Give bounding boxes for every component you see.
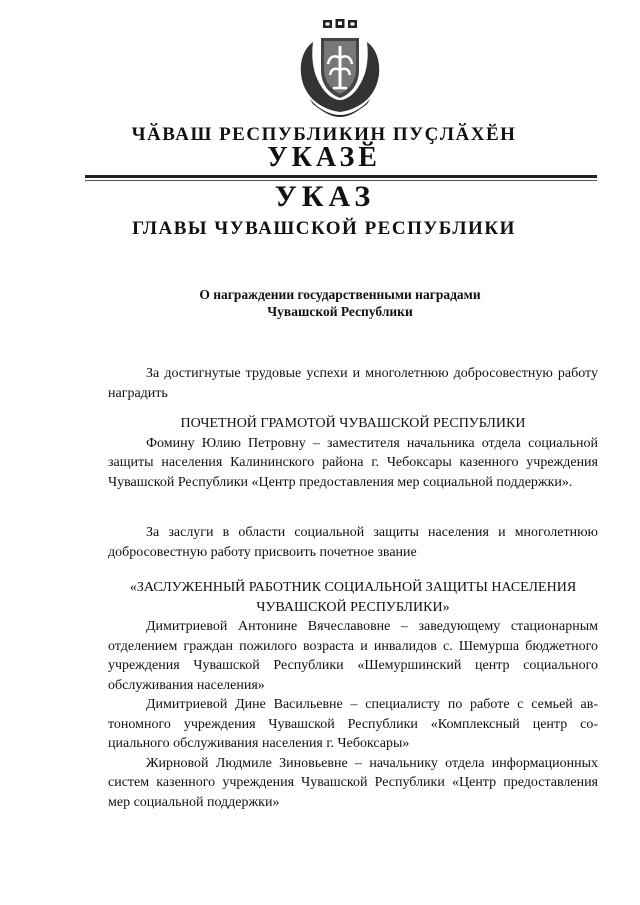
document-title-line2: Чувашской Республики: [267, 304, 413, 319]
header-russian-line2: ГЛАВЫ ЧУВАШСКОЙ РЕСПУБЛИКИ: [132, 218, 516, 239]
title-intro-paragraph: За заслуги в области социальной защиты населения и многолетнюю добросовестную работу присвоить почетное звание: [108, 525, 598, 560]
header-chuvash-line1: ЧӐВАШ РЕСПУБЛИКИН ПУҪЛӐХӖН: [131, 124, 517, 145]
section-title-intro: [108, 523, 598, 562]
section-award-intro: [108, 364, 598, 403]
section-honorary-title: [108, 578, 598, 812]
document-title-line1: О награждении государственными наградами: [199, 287, 481, 302]
award-intro-paragraph: За достигнутые трудовые успехи и многолетнюю добросовестную работу наградить: [108, 366, 598, 401]
gramota-recipient-1: Фомину Юлию Петровну – заместителя начальника отдела социальной защиты населения Калининского района г. Чебоксары казенного учреждения Чувашской Республики «Центр предоставления мер социальной поддержки».: [108, 435, 598, 490]
honorary-recipient-2: Димитриевой Дине Васильевне – специалисту по работе с семьей автономного учреждения Чувашской Республики «Комплексный центр социального обслуживания населения г. Чебоксары»: [108, 697, 598, 751]
section-gramota: [108, 414, 598, 492]
honorary-recipient-1: Димитриевой Антонине Вячеславовне – заведующему стационарным отделением граждан пожилого возраста и инвалидов с. Шемурша бюджетного учреждения Чувашской Республики «Шемуршинский центр социального обслуживания населения»: [108, 619, 598, 693]
honorary-recipient-3: Жирновой Людмиле Зиновьевне – начальнику отдела информационных систем казенного учреждения Чувашской Республики «Центр предоставления мер социальной поддержки»: [108, 755, 598, 810]
header-divider-thick: [85, 175, 597, 178]
header-chuvash-line2: УКАЗӖ: [267, 142, 381, 173]
gramota-heading: ПОЧЕТНОЙ ГРАМОТОЙ ЧУВАШСКОЙ РЕСПУБЛИКИ: [180, 416, 526, 431]
document-title: [0, 286, 640, 320]
honorary-title-heading-line1: «ЗАСЛУЖЕННЫЙ РАБОТНИК СОЦИАЛЬНОЙ ЗАЩИТЫ НАСЕЛЕНИЯ: [129, 580, 577, 595]
chuvash-coat-of-arms-icon: [295, 18, 385, 118]
honorary-title-heading-line2: ЧУВАШСКОЙ РЕСПУБЛИКИ»: [256, 599, 450, 615]
header-russian-line1: УКАЗ: [274, 180, 376, 213]
